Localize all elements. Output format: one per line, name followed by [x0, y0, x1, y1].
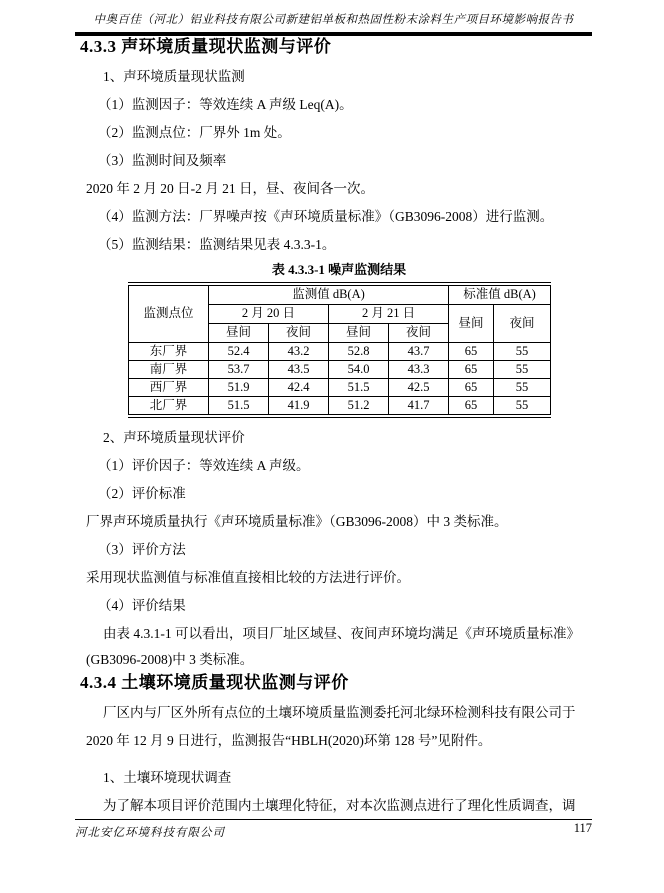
cell-standard: 55 [494, 379, 551, 397]
cell-value: 43.5 [269, 361, 329, 379]
header-cell-night: 夜间 [269, 324, 329, 343]
paragraph-line: 1、土壤环境现状调查 [103, 770, 232, 785]
cell-value: 51.5 [329, 379, 389, 397]
header-cell-date2: 2 月 21 日 [329, 305, 449, 324]
header-cell-day: 昼间 [329, 324, 389, 343]
cell-value: 51.9 [209, 379, 269, 397]
paragraph-line: 2020 年 12 月 9 日进行，监测报告“HBLH(2020)环第 128 号”见附件。 [86, 733, 492, 748]
footer-company-name: 河北安亿环境科技有限公司 [75, 827, 225, 839]
cell-standard: 65 [449, 397, 494, 417]
paragraph-line: （3）评价方法 [98, 542, 186, 557]
paragraph-line: 由表 4.3.1-1 可以看出，项目厂址区域昼、夜间声环境均满足《声环境质量标准》 [103, 626, 580, 641]
cell-point: 南厂界 [129, 361, 209, 379]
table-row [129, 379, 551, 397]
cell-value: 51.2 [329, 397, 389, 417]
cell-value: 43.7 [389, 343, 449, 361]
cell-standard: 55 [494, 361, 551, 379]
paragraph-line: 2、声环境质量现状评价 [103, 430, 245, 445]
table-caption: 表 4.3.3-1 噪声监测结果 [271, 262, 407, 277]
cell-point: 西厂界 [129, 379, 209, 397]
table-row [129, 397, 551, 417]
cell-standard: 65 [449, 361, 494, 379]
paragraph-line: 为了解本项目评价范围内土壤理化特征，对本次监测点进行了理化性质调查，调 [103, 798, 576, 813]
cell-value: 42.5 [389, 379, 449, 397]
paragraph-line: （5）监测结果：监测结果见表 4.3.3-1。 [98, 237, 336, 252]
cell-value: 41.9 [269, 397, 329, 417]
page-content [80, 36, 592, 820]
cell-value: 51.5 [209, 397, 269, 417]
cell-value: 42.4 [269, 379, 329, 397]
paragraph-line: （1）评价因子：等效连续 A 声级。 [98, 458, 310, 473]
cell-standard: 65 [449, 379, 494, 397]
header-cell-measured: 监测值 dB(A) [209, 284, 449, 305]
paragraph-line: 采用现状监测值与标准值直接相比较的方法进行评价。 [86, 570, 410, 585]
header-cell-standard: 标准值 dB(A) [449, 284, 551, 305]
section-heading-4-3-3: 4.3.3 声环境质量现状监测与评价 [80, 37, 332, 56]
cell-value: 54.0 [329, 361, 389, 379]
paragraph-line: (GB3096-2008)中 3 类标准。 [86, 652, 254, 667]
table-row [129, 361, 551, 379]
header-cell-date1: 2 月 20 日 [209, 305, 329, 324]
cell-value: 52.8 [329, 343, 389, 361]
cell-value: 43.3 [389, 361, 449, 379]
cell-value: 53.7 [209, 361, 269, 379]
cell-standard: 55 [494, 343, 551, 361]
header-cell-std-day: 昼间 [449, 305, 494, 343]
page-number: 117 [573, 821, 592, 835]
header-cell-std-night: 夜间 [494, 305, 551, 343]
header-cell-night: 夜间 [389, 324, 449, 343]
section-heading-4-3-4: 4.3.4 土壤环境质量现状监测与评价 [80, 673, 349, 692]
cell-point: 北厂界 [129, 397, 209, 417]
cell-value: 43.2 [269, 343, 329, 361]
cell-point: 东厂界 [129, 343, 209, 361]
paragraph-line: 1、声环境质量现状监测 [103, 69, 245, 84]
paragraph-line: （2）评价标准 [98, 486, 186, 501]
cell-value: 52.4 [209, 343, 269, 361]
paragraph-line: （1）监测因子：等效连续 A 声级 Leq(A)。 [98, 97, 353, 112]
table-header-row [129, 284, 551, 305]
header-cell-day: 昼间 [209, 324, 269, 343]
cell-value: 41.7 [389, 397, 449, 417]
cell-standard: 65 [449, 343, 494, 361]
document-header-title: 中奥百佳（河北）铝业科技有限公司新建铝单板和热固性粉末涂料生产项目环境影响报告书 [75, 11, 592, 36]
noise-monitoring-table [128, 282, 551, 418]
paragraph-line: 2020 年 2 月 20 日-2 月 21 日，昼、夜间各一次。 [86, 181, 374, 196]
paragraph-line: （3）监测时间及频率 [98, 153, 227, 168]
paragraph-line: （4）监测方法：厂界噪声按《声环境质量标准》（GB3096-2008）进行监测。 [98, 209, 554, 224]
table-row [129, 343, 551, 361]
cell-standard: 55 [494, 397, 551, 417]
document-footer [75, 819, 592, 840]
paragraph-line: 厂区内与厂区外所有点位的土壤环境质量监测委托河北绿环检测科技有限公司于 [103, 705, 576, 720]
paragraph-line: 厂界声环境质量执行《声环境质量标准》（GB3096-2008）中 3 类标准。 [86, 514, 508, 529]
header-cell-point: 监测点位 [129, 284, 209, 343]
paragraph-line: （2）监测点位：厂界外 1m 处。 [98, 125, 291, 140]
paragraph-line: （4）评价结果 [98, 598, 186, 613]
